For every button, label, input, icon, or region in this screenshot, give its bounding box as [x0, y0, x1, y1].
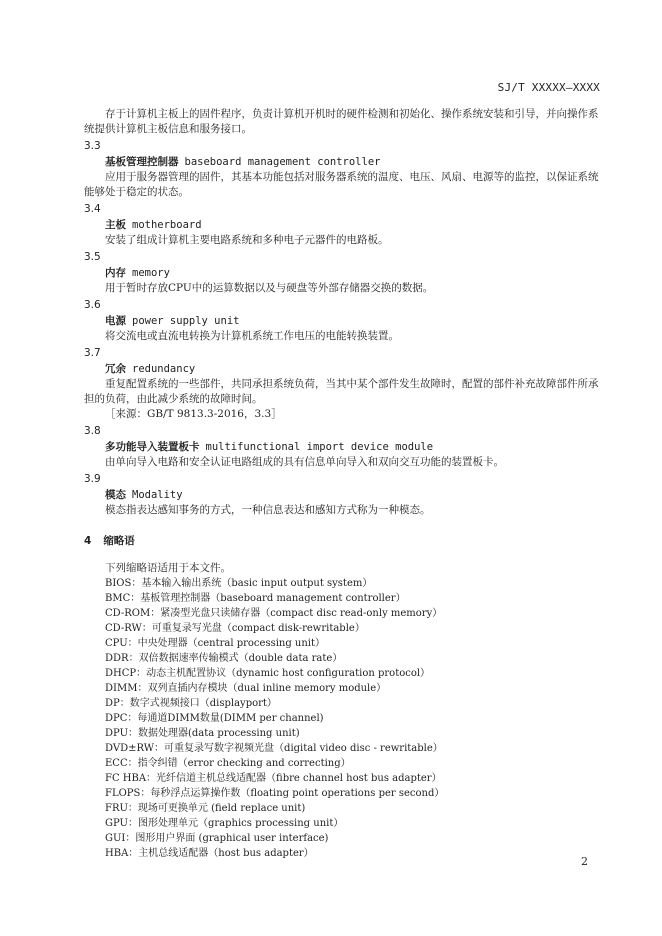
term-definition: 安装了组成计算机主要电路系统和多种电子元器件的电路板。 — [105, 234, 389, 246]
abbreviation-item: BMC：基板管理控制器（baseboard management controller） — [105, 593, 406, 604]
abbreviation-item: CD-ROM：紧凑型光盘只读储存器（compact disc read-only memory） — [105, 608, 443, 619]
abbreviation-item: CD-RW：可重复录写光盘（compact disk-rewritable） — [105, 623, 365, 634]
section-number: 4 — [84, 535, 92, 547]
section-heading — [84, 534, 600, 549]
term-zh: 冗余 — [105, 363, 126, 375]
abbreviation-item: DPU：数据处理器(data processing unit) — [105, 728, 300, 739]
abbreviation-item: GPU：图形处理单元（graphics processing unit） — [105, 818, 344, 829]
term-definition: 将交流电或直流电转换为计算机系统工作电压的电能转换装置。 — [105, 330, 399, 342]
abbreviation-item: DP：数字式视频接口（displayport） — [105, 698, 277, 709]
abbreviation-item: FRU：现场可更换单元 (field replace unit) — [105, 803, 306, 814]
term-zh: 内存 — [105, 267, 126, 279]
abbreviation-item: DHCP：动态主机配置协议（dynamic host configuration protocol） — [105, 668, 431, 679]
term-heading — [105, 440, 600, 455]
term-en: motherboard — [132, 219, 202, 231]
term-en: memory — [132, 267, 170, 279]
abbreviations-list — [84, 576, 600, 861]
intro-paragraph: 存于计算机主板上的固件程序，负责计算机开机时的硬件检测和初始化、操作系统安装和引导，并向操作系统提供计算机主板信息和服务接口。 — [84, 108, 599, 135]
abbreviation-item: FLOPS：每秒浮点运算操作数（floating point operations per second） — [105, 788, 445, 799]
term-heading — [105, 155, 600, 170]
term-en: multifunctional import device module — [205, 441, 434, 453]
abbreviation-item: CPU：中央处理器（central processing unit） — [105, 638, 326, 649]
term-number: 3.4 — [84, 203, 101, 215]
term-zh: 主板 — [105, 219, 126, 231]
term-number: 3.5 — [84, 251, 101, 263]
term-source: ［来源：GB/T 9813.3-2016，3.3］ — [105, 408, 282, 420]
term-heading — [105, 488, 600, 503]
term-number: 3.9 — [84, 473, 101, 485]
term-entry — [84, 472, 600, 518]
term-en: redundancy — [132, 363, 196, 375]
term-definition: 重复配置系统的一些部件，共同承担系统负荷，当其中某个部件发生故障时，配置的部件补充故障部件所承担的负荷，由此减少系统的故障时间。 — [84, 378, 599, 405]
term-entry — [84, 250, 600, 296]
term-number: 3.8 — [84, 425, 101, 437]
term-zh: 多功能导入装置板卡 — [105, 441, 200, 453]
term-definition: 应用于服务器管理的固件，其基本功能包括对服务器系统的温度、电压、风扇、电源等的监控，以保证系统能够处于稳定的状态。 — [84, 171, 599, 198]
page-content — [84, 107, 600, 861]
term-en: power supply unit — [132, 315, 240, 327]
term-number: 3.3 — [84, 140, 101, 152]
abbreviations-intro: 下列缩略语适用于本文件。 — [105, 562, 231, 574]
abbreviation-item: DPC：每通道DIMM数量(DIMM per channel) — [105, 713, 324, 724]
term-zh: 基板管理控制器 — [105, 156, 179, 168]
page-number: 2 — [581, 855, 588, 868]
term-en: baseboard management controller — [184, 156, 381, 168]
term-entry — [84, 346, 600, 422]
term-entry — [84, 139, 600, 200]
abbreviation-item: DDR：双倍数据速率传输模式（double data rate） — [105, 653, 343, 664]
terms-list — [84, 139, 600, 518]
doc-code-header: SJ/T XXXXX—XXXX — [497, 81, 600, 94]
term-number: 3.7 — [84, 347, 101, 359]
term-en: Modality — [132, 489, 183, 501]
section-title: 缩略语 — [103, 535, 135, 547]
abbreviation-item: FC HBA：光纤信道主机总线适配器（fibre channel host bus adapter） — [105, 773, 442, 784]
term-heading — [105, 218, 600, 233]
term-entry — [84, 298, 600, 344]
term-entry — [84, 424, 600, 470]
term-definition: 由单向导入电路和安全认证电路组成的具有信息单向导入和双向交互功能的装置板卡。 — [105, 456, 504, 468]
abbreviation-item: DVD±RW：可重复录写数字视频光盘（digital video disc - rewritable） — [105, 743, 443, 754]
abbreviation-item: DIMM：双列直插内存模块（dual inline memory module） — [105, 683, 387, 694]
abbreviation-item: BIOS：基本输入输出系统（basic input output system） — [105, 578, 373, 589]
abbreviation-item: ECC：指令纠错（error checking and correcting） — [105, 758, 351, 769]
term-entry — [84, 202, 600, 248]
term-heading — [105, 362, 600, 377]
term-definition: 模态指表达感知事务的方式，一种信息表达和感知方式称为一种模态。 — [105, 504, 431, 516]
term-definition: 用于暂时存放CPU中的运算数据以及与硬盘等外部存储器交换的数据。 — [105, 282, 434, 294]
term-heading — [105, 314, 600, 329]
abbreviation-item: GUI：图形用户界面 (graphical user interface) — [105, 833, 329, 844]
term-zh: 电源 — [105, 315, 126, 327]
term-number: 3.6 — [84, 299, 101, 311]
term-heading — [105, 266, 600, 281]
term-zh: 模态 — [105, 489, 126, 501]
abbreviation-item: HBA：主机总线适配器（host bus adapter） — [105, 848, 314, 859]
